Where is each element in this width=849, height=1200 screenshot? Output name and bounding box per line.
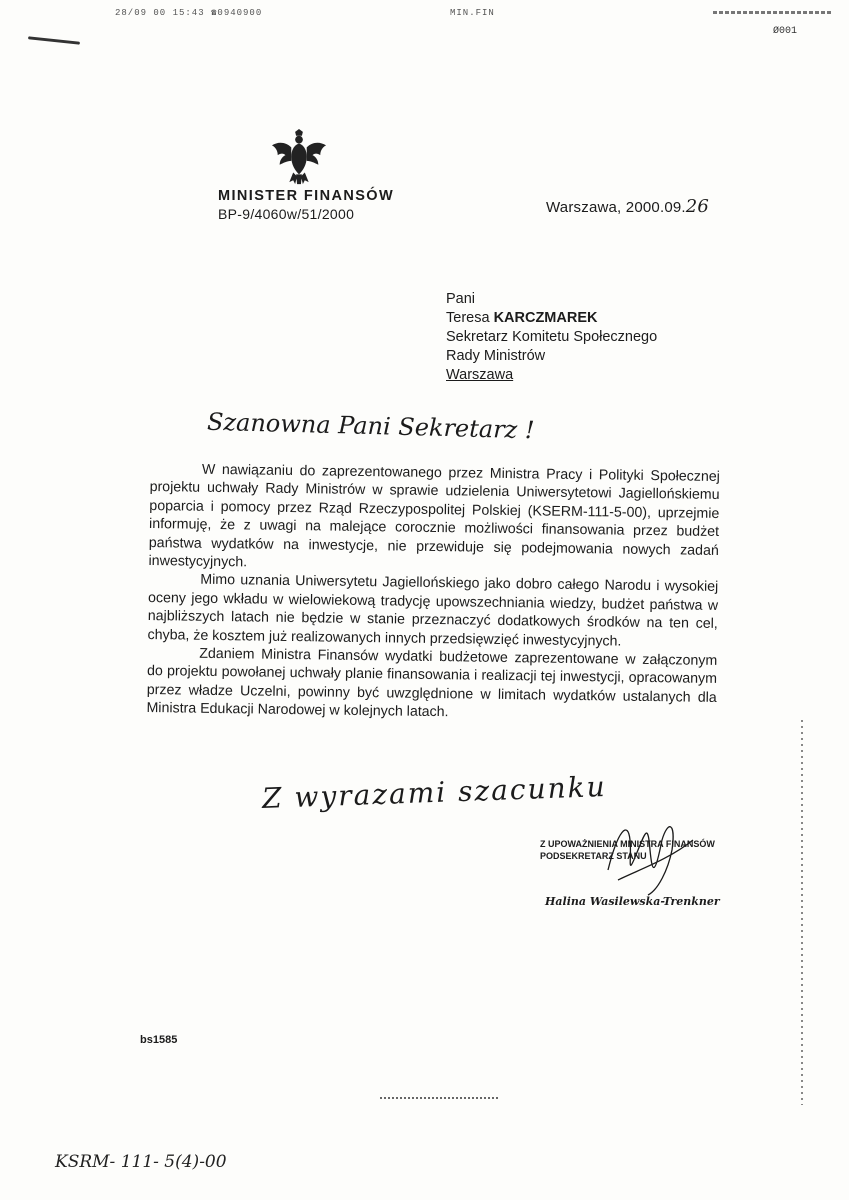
fax-header-bar [713,11,831,14]
pen-mark [28,36,80,44]
dotted-separator [380,1097,500,1099]
recipient-city: Warszawa [446,367,514,383]
body-paragraph-1: W nawiązaniu do zaprezentowanego przez Ministra Pracy i Polityki Społecznej projektu uchwały Rady Ministrów w sprawie udzielenia Uniwersytetowi Jagiellońskiemu poparcia i pomocy przez Rząd Rzeczypospolitej Polskiej (KSERM-111-5-00), uprzejmie informuję, że z uwagi na malejące corocznie możliwości finansowania przez budżet państwa wydatków na inwestycje, nie przewiduje się podejmowania nowych zadań inwestycyjnych. [148,461,720,571]
fax-page-number: Ø001 [773,26,798,37]
fax-header-middle: MIN.FIN [450,8,495,18]
polish-eagle-emblem-icon [270,128,328,186]
recipient-first-name: Teresa [446,310,490,326]
recipient-position-2: Rady Ministrów [446,348,546,364]
date-line [546,196,709,217]
ministry-title: MINISTER FINANSÓW [218,188,395,204]
signature-authority-line-1: Z UPOWAŻNIENIA MINISTRA FINANSÓW [540,839,715,849]
recipient-position: Sekretarz Komitetu Społecznego [446,329,658,345]
document-reference: BP-9/4060w/51/2000 [218,206,355,222]
date-printed: Warszawa, 2000.09. [546,199,686,216]
body-paragraph-2: Mimo uznania Uniwersytetu Jagiellońskiego jako dobro całego Narodu i wysokiej oceny jego wkładu w wielowiekową tradycję upowszechniania wiedzy, budżet państwa w najbliższych latach nie będzie w stanie przeznaczyć dodatkowych środków na ten cel, chyba, że kosztem już realizowanych innych przedsięwzięć inwestycyjnych. [147,572,719,650]
handwritten-salutation: Szanowna Pani Sekretarz ! [206,407,535,445]
recipient-name [446,309,657,328]
recipient-block [446,290,657,385]
date-handwritten-day: 26 [685,196,710,217]
handwritten-closing: Z wyrazami szacunku [261,769,608,816]
signatory-name: Halina Wasilewska-Trenkner [545,895,720,908]
handwritten-signature-icon [598,810,698,900]
letter-body [146,460,720,726]
fax-header-left: 28/09 00 15:43 ☎0940900 [115,8,263,18]
recipient-surname: KARCZMAREK [493,310,598,326]
recipient-salutation: Pani [446,291,476,307]
handwritten-reference: KSRM- 111- 5(4)-00 [55,1152,227,1172]
body-paragraph-3: Zdaniem Ministra Finansów wydatki budżetowe zaprezentowane w załączonym do projektu powołanej uchwały planie finansowania i realizacji tej inwestycji, opracowanym przez władze Uczelni, powinny być uwzględnione w limitach wydatków ustalanych dla Ministra Edukacji Narodowej w kolejnych latach. [146,645,718,721]
scan-edge-dots [801,720,803,1105]
document-code: bs1585 [140,1034,178,1046]
signature-authority-line-2: PODSEKRETARZ STANU [540,851,647,861]
